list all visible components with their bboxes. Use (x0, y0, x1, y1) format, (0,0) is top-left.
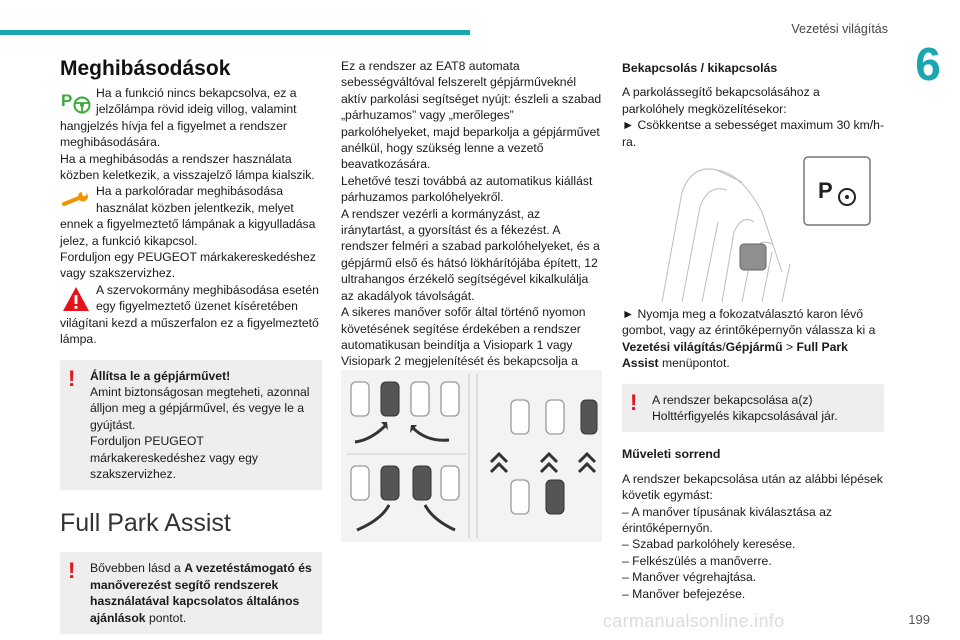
list-item: – Felkészülés a manőverre. (622, 553, 772, 568)
text-paragraph: Ha a meghibásodás a rendszer használata közben keletkezik, a visszajelző lámpa kialszik. (60, 151, 315, 183)
running-header: Vezetési világítás (791, 22, 888, 36)
svg-text:P: P (61, 91, 73, 110)
parking-manoeuvres-illustration (341, 370, 602, 542)
warning-text: Amint biztonságosan megteheti, azonnal álljon meg a gépjárművel, és vegye le a gyújtást. (90, 384, 310, 432)
list-item: – Manőver végrehajtása. (622, 570, 757, 585)
subheading-activation: Bekapcsolás / kikapcsolás (622, 61, 778, 75)
paragraph-with-icon (60, 183, 322, 249)
text-paragraph: A rendszer bekapcsolása után az alábbi lépések követik egymást: (622, 471, 883, 503)
exclamation-red-icon: ! (68, 558, 76, 584)
warning-text: A rendszer bekapcsolása a(z) Holttérfigyelés kikapcsolásával jár. (652, 392, 838, 424)
paragraph-with-icon (60, 282, 322, 348)
text-paragraph: A szervokormány meghibásodása esetén egy figyelmeztető üzenet kíséretében világítani kezd a műszerfalon ez a figyelmeztető lámpa. (60, 282, 319, 347)
list-item: – A manőver típusának kiválasztása az érintőképernyőn. (622, 504, 833, 536)
list-item: – Szabad parkolóhely keresése. (622, 537, 796, 552)
warning-title: Állítsa le a gépjárművet! (90, 368, 231, 383)
paragraph-with-icon (60, 85, 322, 151)
section-title-full-park-assist: Full Park Assist (60, 509, 231, 538)
warning-box-general-recommendations (60, 552, 322, 634)
column-2 (341, 58, 603, 386)
car-grey (351, 382, 459, 416)
text-paragraph: A sikeres manőver sofőr által történő nyomon követésének segítése érdekében a rendszer automatikusan beindítja a Visiopark 1 vagy Visiopark 2 megjelenítését és bekapcsolja a (341, 305, 586, 369)
chapter-number: 6 (915, 38, 941, 90)
column-3-lower (622, 306, 884, 602)
warning-text: Bővebben lásd a A vezetéstámogató és manőverezést segítő rendszerek használatával kapcsolatos általános ajánlások pontot. (90, 561, 312, 625)
park-assist-green-icon (60, 87, 92, 117)
text-paragraph: A parkolássegítő bekapcsolásához a parkolóhely megközelítésekor: (622, 85, 820, 116)
column-3 (622, 60, 884, 150)
svg-text:P: P (818, 178, 833, 203)
exclamation-red-icon: ! (630, 389, 638, 415)
warning-box-stop-vehicle (60, 360, 322, 491)
warning-triangle-red-icon (60, 284, 92, 314)
warning-text: Forduljon PEUGEOT márkakereskedéshez vagy egy szakszervizhez. (90, 434, 259, 481)
warning-box-blind-spot (622, 384, 884, 433)
section-heading-faults: Meghibásodások (60, 57, 231, 80)
instruction-step: ► Nyomja meg a fokozatválasztó karon lévő gombot, vagy az érintőképernyőn válassza ki a Vezetési világítás/Gépjármű > Full Park Assist menüpontot. (622, 307, 876, 371)
wrench-orange-icon (60, 185, 92, 215)
top-accent-bar (0, 30, 470, 35)
instruction-step: ► Csökkentse a sebességet maximum 30 km/h-ra. (622, 118, 885, 149)
gear-selector-illustration (622, 152, 884, 302)
subheading-operation-sequence: Műveleti sorrend (622, 447, 721, 462)
text-paragraph: Ha a funkció nincs bekapcsolva, ez a jelzőlámpa rövid ideig villog, valamint hangjelzés hívja fel a figyelmet a rendszer meghibásodására. (60, 86, 297, 150)
page-number: 199 (908, 612, 930, 627)
exclamation-red-icon: ! (68, 365, 76, 391)
text-paragraph: Lehetővé teszi továbbá az automatikus kiállást párhuzamos parkolóhelyekről. (341, 173, 593, 205)
text-paragraph: A rendszer vezérli a kormányzást, az iránytartást, a gyorsítást és a fékezést. A rendszer felméri a szabad parkolóhelyeket, és a gépjármű első és hátsó lökhárítójába épített, 12 ultrahangos érzékelő segítségével kikalkulálja az akadályok távolságát. (341, 206, 600, 303)
text-paragraph: Ez a rendszer az EAT8 automata sebességváltóval felszerelt gépjárműveknél aktív parkolási segítséget nyújt: észleli a szabad „párhuzamos” vagy „merőleges” parkolóhelyeket, majd beparkolja a gépjárművet anélkül, hogy szükség lenne a vezető beavatkozására. (341, 59, 602, 172)
text-paragraph: Ha a parkolóradar meghibásodása használat közben jelentkezik, melyet ennek a figyelmeztető lámpának a kigyulladása jelez, a funkció kikapcsol. (60, 184, 316, 248)
list-item: – Manőver befejezése. (622, 586, 746, 601)
column-1 (60, 56, 322, 634)
text-paragraph: Forduljon egy PEUGEOT márkakereskedéshez vagy szakszervizhez. (60, 250, 316, 281)
watermark: carmanualsonline.info (603, 611, 785, 631)
